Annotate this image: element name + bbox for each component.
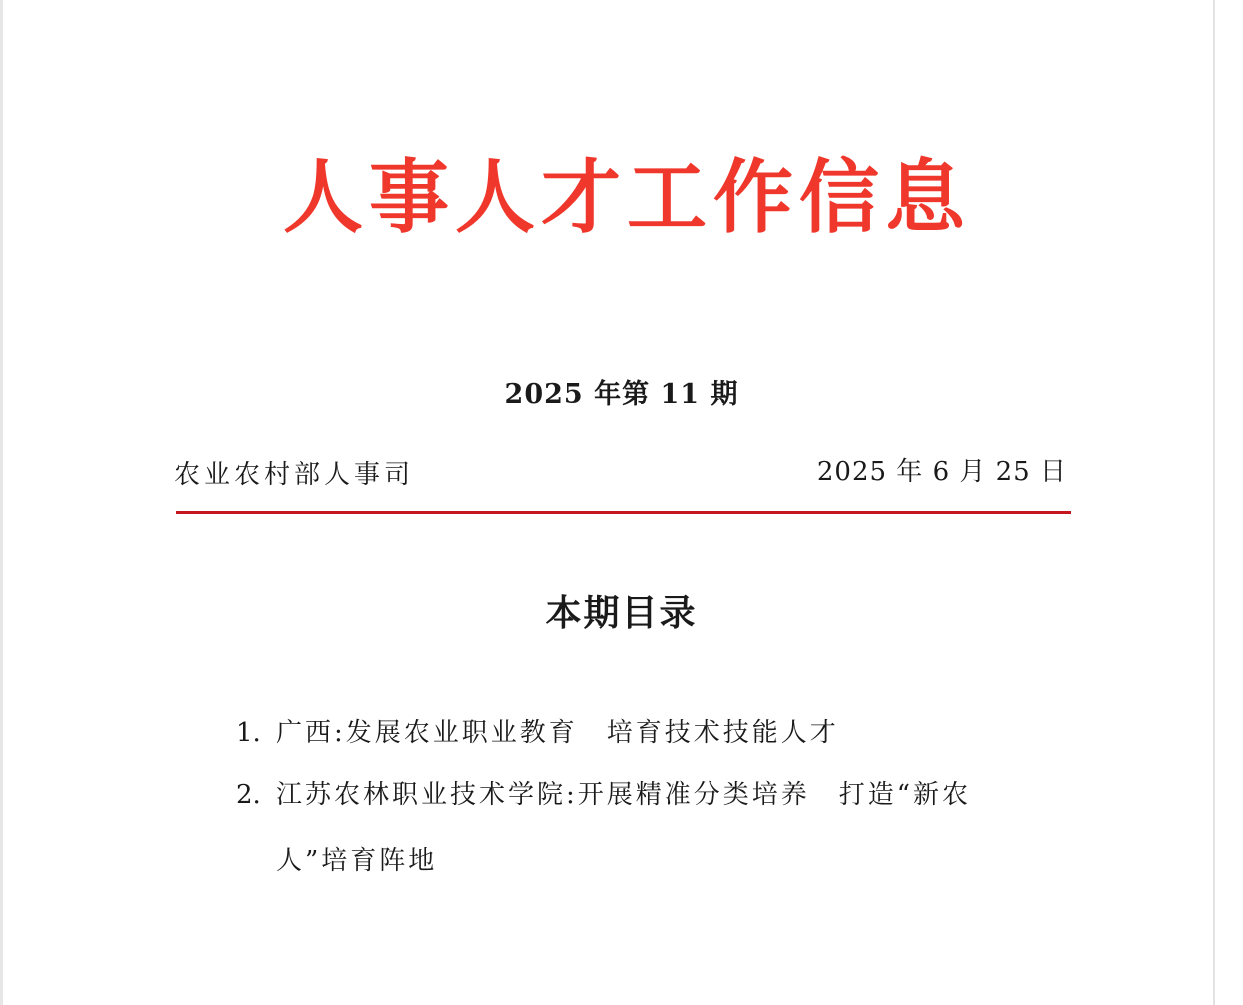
toc-item-number: 2. bbox=[236, 780, 261, 810]
toc-title: 本期目录 bbox=[545, 592, 698, 634]
toc-item-title-line: 人”培育阵地 bbox=[276, 846, 438, 876]
toc-item[interactable] bbox=[236, 775, 1076, 881]
toc-item-title bbox=[276, 775, 1076, 881]
toc-item-title bbox=[276, 713, 1076, 753]
toc-item-number: 1. bbox=[236, 718, 261, 748]
masthead-title: 人事人才工作信息 bbox=[283, 151, 971, 244]
red-divider bbox=[176, 511, 1071, 514]
issue-number: 2025 年第 11 期 bbox=[504, 379, 739, 410]
page-right-edge bbox=[1213, 0, 1215, 1005]
toc-item[interactable] bbox=[236, 713, 1076, 753]
toc-list bbox=[236, 713, 1076, 903]
toc-item-title-line: 广西:发展农业职业教育 培育技术技能人才 bbox=[276, 718, 839, 748]
page-left-edge bbox=[0, 0, 3, 1005]
issue-date: 2025 年 6 月 25 日 bbox=[816, 457, 1067, 487]
toc-item-title-line: 江苏农林职业技术学院:开展精准分类培养 打造“新农 bbox=[276, 780, 972, 810]
department-name: 农业农村部人事司 bbox=[174, 460, 415, 490]
